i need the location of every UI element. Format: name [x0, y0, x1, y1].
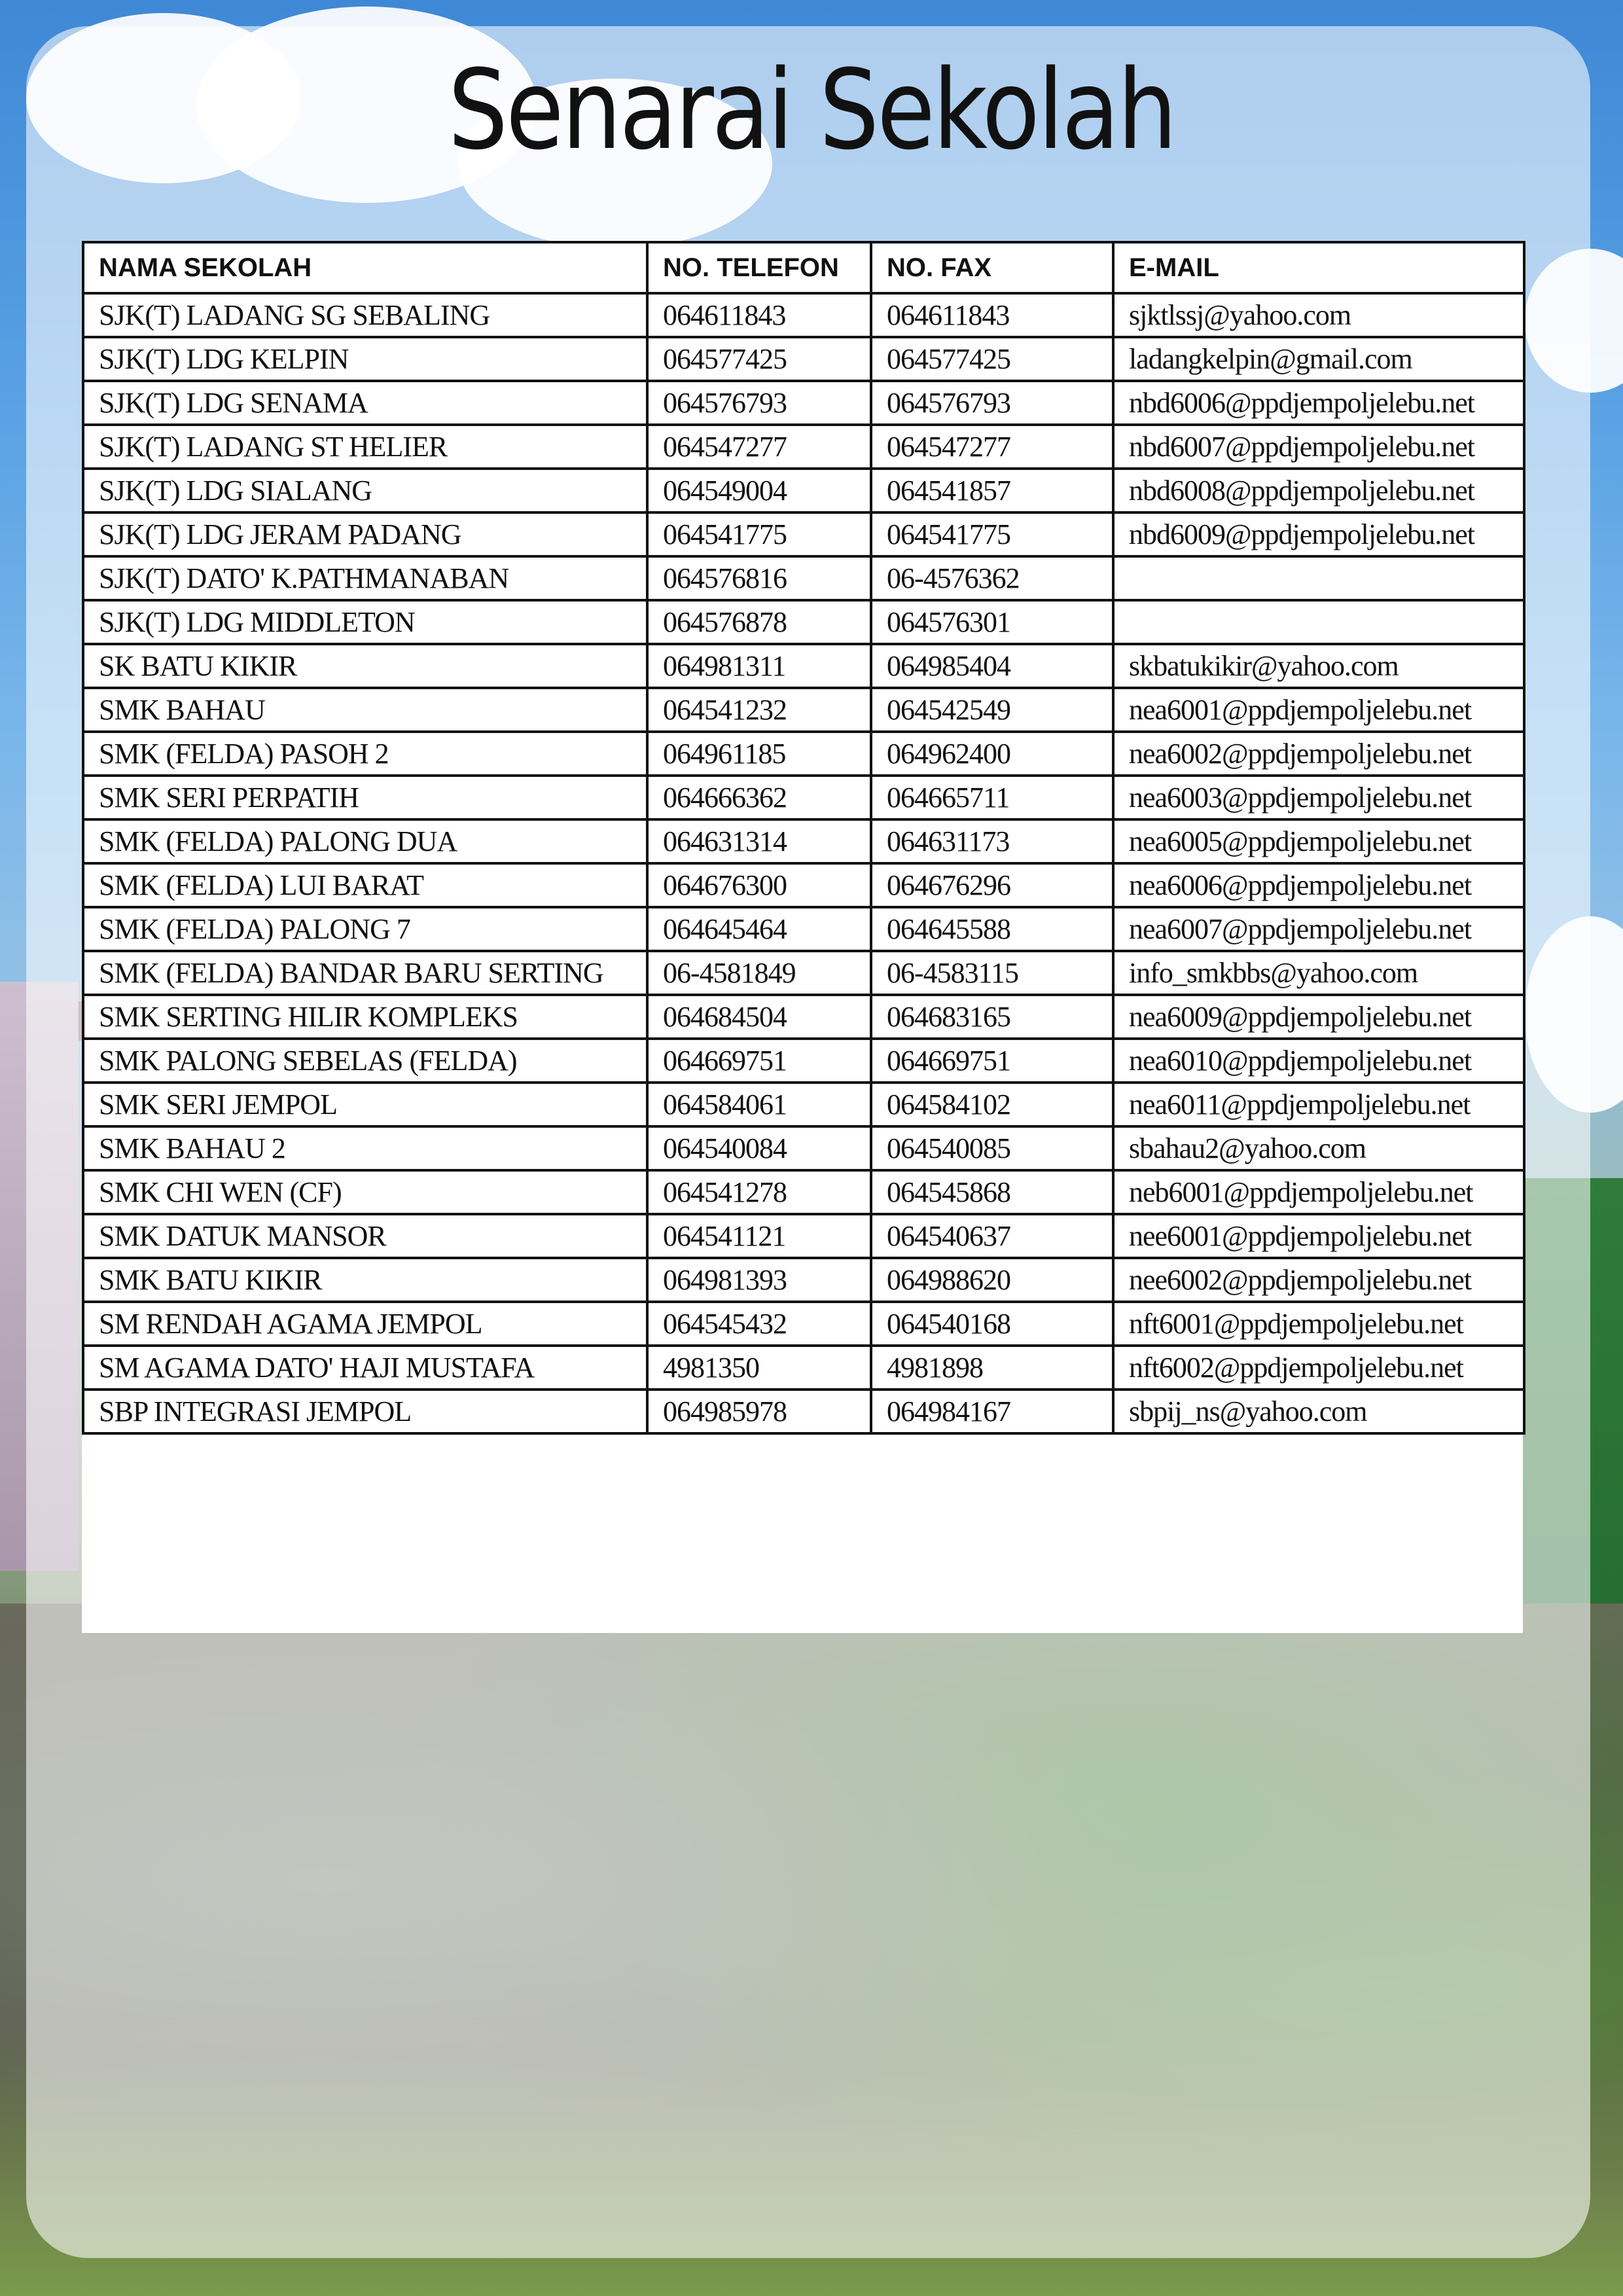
header-school-name: NAMA SEKOLAH: [83, 242, 647, 293]
email-cell: ladangkelpin@gmail.com: [1113, 337, 1524, 381]
school-name-cell: SM AGAMA DATO' HAJI MUSTAFA: [83, 1346, 647, 1390]
header-fax: NO. FAX: [871, 242, 1113, 293]
school-name-cell: SMK SERI PERPATIH: [83, 776, 647, 819]
email-cell: skbatukikir@yahoo.com: [1113, 644, 1524, 688]
page-title: Senarai Sekolah: [448, 46, 1175, 174]
phone-cell: 064541278: [647, 1170, 871, 1214]
phone-cell: 064576878: [647, 600, 871, 644]
phone-cell: 064985978: [647, 1390, 871, 1433]
table-row: [83, 951, 1524, 995]
email-cell: nbd6007@ppdjempoljelebu.net: [1113, 425, 1524, 469]
header-email: E-MAIL: [1113, 242, 1524, 293]
header-phone: NO. TELEFON: [647, 242, 871, 293]
email-cell: nea6002@ppdjempoljelebu.net: [1113, 732, 1524, 776]
table-row: [83, 1390, 1524, 1433]
school-name-cell: SJK(T) LDG SENAMA: [83, 381, 647, 425]
phone-cell: 064584061: [647, 1083, 871, 1126]
school-name-cell: SM RENDAH AGAMA JEMPOL: [83, 1302, 647, 1346]
fax-cell: 064984167: [871, 1390, 1113, 1433]
school-name-cell: SJK(T) LADANG ST HELIER: [83, 425, 647, 469]
phone-cell: 064541775: [647, 512, 871, 556]
phone-cell: 064545432: [647, 1302, 871, 1346]
email-cell: sjktlssj@yahoo.com: [1113, 293, 1524, 337]
table-row: [83, 425, 1524, 469]
email-cell: nea6001@ppdjempoljelebu.net: [1113, 688, 1524, 732]
fax-cell: 064988620: [871, 1258, 1113, 1302]
table-row: [83, 1346, 1524, 1390]
fax-cell: 064669751: [871, 1039, 1113, 1083]
table-row: [83, 1302, 1524, 1346]
phone-cell: 064541121: [647, 1214, 871, 1258]
email-cell: nea6009@ppdjempoljelebu.net: [1113, 995, 1524, 1039]
fax-cell: 064683165: [871, 995, 1113, 1039]
table-row: [83, 819, 1524, 863]
fax-cell: 064540085: [871, 1126, 1113, 1170]
email-cell: sbpij_ns@yahoo.com: [1113, 1390, 1524, 1433]
school-name-cell: SMK (FELDA) LUI BARAT: [83, 863, 647, 907]
fax-cell: 064576793: [871, 381, 1113, 425]
school-name-cell: SMK (FELDA) PALONG DUA: [83, 819, 647, 863]
phone-cell: 064645464: [647, 907, 871, 951]
school-name-cell: SMK SERI JEMPOL: [83, 1083, 647, 1126]
email-cell: nea6007@ppdjempoljelebu.net: [1113, 907, 1524, 951]
email-cell: nea6003@ppdjempoljelebu.net: [1113, 776, 1524, 819]
school-name-cell: SMK (FELDA) PASOH 2: [83, 732, 647, 776]
table-row: [83, 1170, 1524, 1214]
fax-cell: 064541857: [871, 469, 1113, 512]
email-cell: [1113, 556, 1524, 600]
email-cell: nft6002@ppdjempoljelebu.net: [1113, 1346, 1524, 1390]
phone-cell: 064576816: [647, 556, 871, 600]
phone-cell: 064684504: [647, 995, 871, 1039]
school-name-cell: SMK PALONG SEBELAS (FELDA): [83, 1039, 647, 1083]
school-table: [82, 241, 1525, 1435]
table-row: [83, 512, 1524, 556]
school-name-cell: SBP INTEGRASI JEMPOL: [83, 1390, 647, 1433]
fax-cell: 064985404: [871, 644, 1113, 688]
fax-cell: 064665711: [871, 776, 1113, 819]
email-cell: nea6006@ppdjempoljelebu.net: [1113, 863, 1524, 907]
fax-cell: 064576301: [871, 600, 1113, 644]
email-cell: nee6001@ppdjempoljelebu.net: [1113, 1214, 1524, 1258]
table-row: [83, 556, 1524, 600]
email-cell: nea6011@ppdjempoljelebu.net: [1113, 1083, 1524, 1126]
phone-cell: 064666362: [647, 776, 871, 819]
table-row: [83, 381, 1524, 425]
phone-cell: 06-4581849: [647, 951, 871, 995]
email-cell: nea6005@ppdjempoljelebu.net: [1113, 819, 1524, 863]
table-row: [83, 732, 1524, 776]
phone-cell: 064669751: [647, 1039, 871, 1083]
phone-cell: 064547277: [647, 425, 871, 469]
fax-cell: 064631173: [871, 819, 1113, 863]
phone-cell: 064611843: [647, 293, 871, 337]
email-cell: nbd6008@ppdjempoljelebu.net: [1113, 469, 1524, 512]
fax-cell: 064577425: [871, 337, 1113, 381]
school-name-cell: SJK(T) LDG MIDDLETON: [83, 600, 647, 644]
phone-cell: 064540084: [647, 1126, 871, 1170]
email-cell: sbahau2@yahoo.com: [1113, 1126, 1524, 1170]
table-row: [83, 688, 1524, 732]
fax-cell: 064611843: [871, 293, 1113, 337]
phone-cell: 064576793: [647, 381, 871, 425]
table-header-row: [83, 242, 1524, 293]
school-name-cell: SMK BATU KIKIR: [83, 1258, 647, 1302]
table-row: [83, 1126, 1524, 1170]
phone-cell: 064676300: [647, 863, 871, 907]
email-cell: nbd6009@ppdjempoljelebu.net: [1113, 512, 1524, 556]
school-name-cell: SJK(T) LDG JERAM PADANG: [83, 512, 647, 556]
fax-cell: 06-4576362: [871, 556, 1113, 600]
phone-cell: 064631314: [647, 819, 871, 863]
school-name-cell: SMK BAHAU: [83, 688, 647, 732]
email-cell: [1113, 600, 1524, 644]
fax-cell: 064545868: [871, 1170, 1113, 1214]
school-name-cell: SMK SERTING HILIR KOMPLEKS: [83, 995, 647, 1039]
phone-cell: 064541232: [647, 688, 871, 732]
fax-cell: 064542549: [871, 688, 1113, 732]
email-cell: nbd6006@ppdjempoljelebu.net: [1113, 381, 1524, 425]
school-name-cell: SJK(T) DATO' K.PATHMANABAN: [83, 556, 647, 600]
email-cell: nft6001@ppdjempoljelebu.net: [1113, 1302, 1524, 1346]
table-row: [83, 1039, 1524, 1083]
fax-cell: 064676296: [871, 863, 1113, 907]
school-name-cell: SMK BAHAU 2: [83, 1126, 647, 1170]
table-row: [83, 1083, 1524, 1126]
table-row: [83, 337, 1524, 381]
phone-cell: 064577425: [647, 337, 871, 381]
fax-cell: 064962400: [871, 732, 1113, 776]
table-row: [83, 600, 1524, 644]
fax-cell: 064540168: [871, 1302, 1113, 1346]
table-row: [83, 644, 1524, 688]
school-name-cell: SJK(T) LADANG SG SEBALING: [83, 293, 647, 337]
school-name-cell: SK BATU KIKIR: [83, 644, 647, 688]
table-row: [83, 293, 1524, 337]
fax-cell: 064645588: [871, 907, 1113, 951]
email-cell: neb6001@ppdjempoljelebu.net: [1113, 1170, 1524, 1214]
school-name-cell: SMK CHI WEN (CF): [83, 1170, 647, 1214]
school-name-cell: SJK(T) LDG SIALANG: [83, 469, 647, 512]
fax-cell: 064547277: [871, 425, 1113, 469]
email-cell: info_smkbbs@yahoo.com: [1113, 951, 1524, 995]
table-row: [83, 863, 1524, 907]
phone-cell: 064549004: [647, 469, 871, 512]
fax-cell: 064541775: [871, 512, 1113, 556]
phone-cell: 064981311: [647, 644, 871, 688]
email-cell: nea6010@ppdjempoljelebu.net: [1113, 1039, 1524, 1083]
school-name-cell: SMK (FELDA) PALONG 7: [83, 907, 647, 951]
fax-cell: 064540637: [871, 1214, 1113, 1258]
table-row: [83, 995, 1524, 1039]
table-row: [83, 907, 1524, 951]
table-row: [83, 776, 1524, 819]
phone-cell: 064961185: [647, 732, 871, 776]
fax-cell: 4981898: [871, 1346, 1113, 1390]
school-name-cell: SJK(T) LDG KELPIN: [83, 337, 647, 381]
phone-cell: 4981350: [647, 1346, 871, 1390]
fax-cell: 064584102: [871, 1083, 1113, 1126]
fax-cell: 06-4583115: [871, 951, 1113, 995]
phone-cell: 064981393: [647, 1258, 871, 1302]
table-row: [83, 1258, 1524, 1302]
table-row: [83, 469, 1524, 512]
table-row: [83, 1214, 1524, 1258]
school-name-cell: SMK (FELDA) BANDAR BARU SERTING: [83, 951, 647, 995]
email-cell: nee6002@ppdjempoljelebu.net: [1113, 1258, 1524, 1302]
school-name-cell: SMK DATUK MANSOR: [83, 1214, 647, 1258]
